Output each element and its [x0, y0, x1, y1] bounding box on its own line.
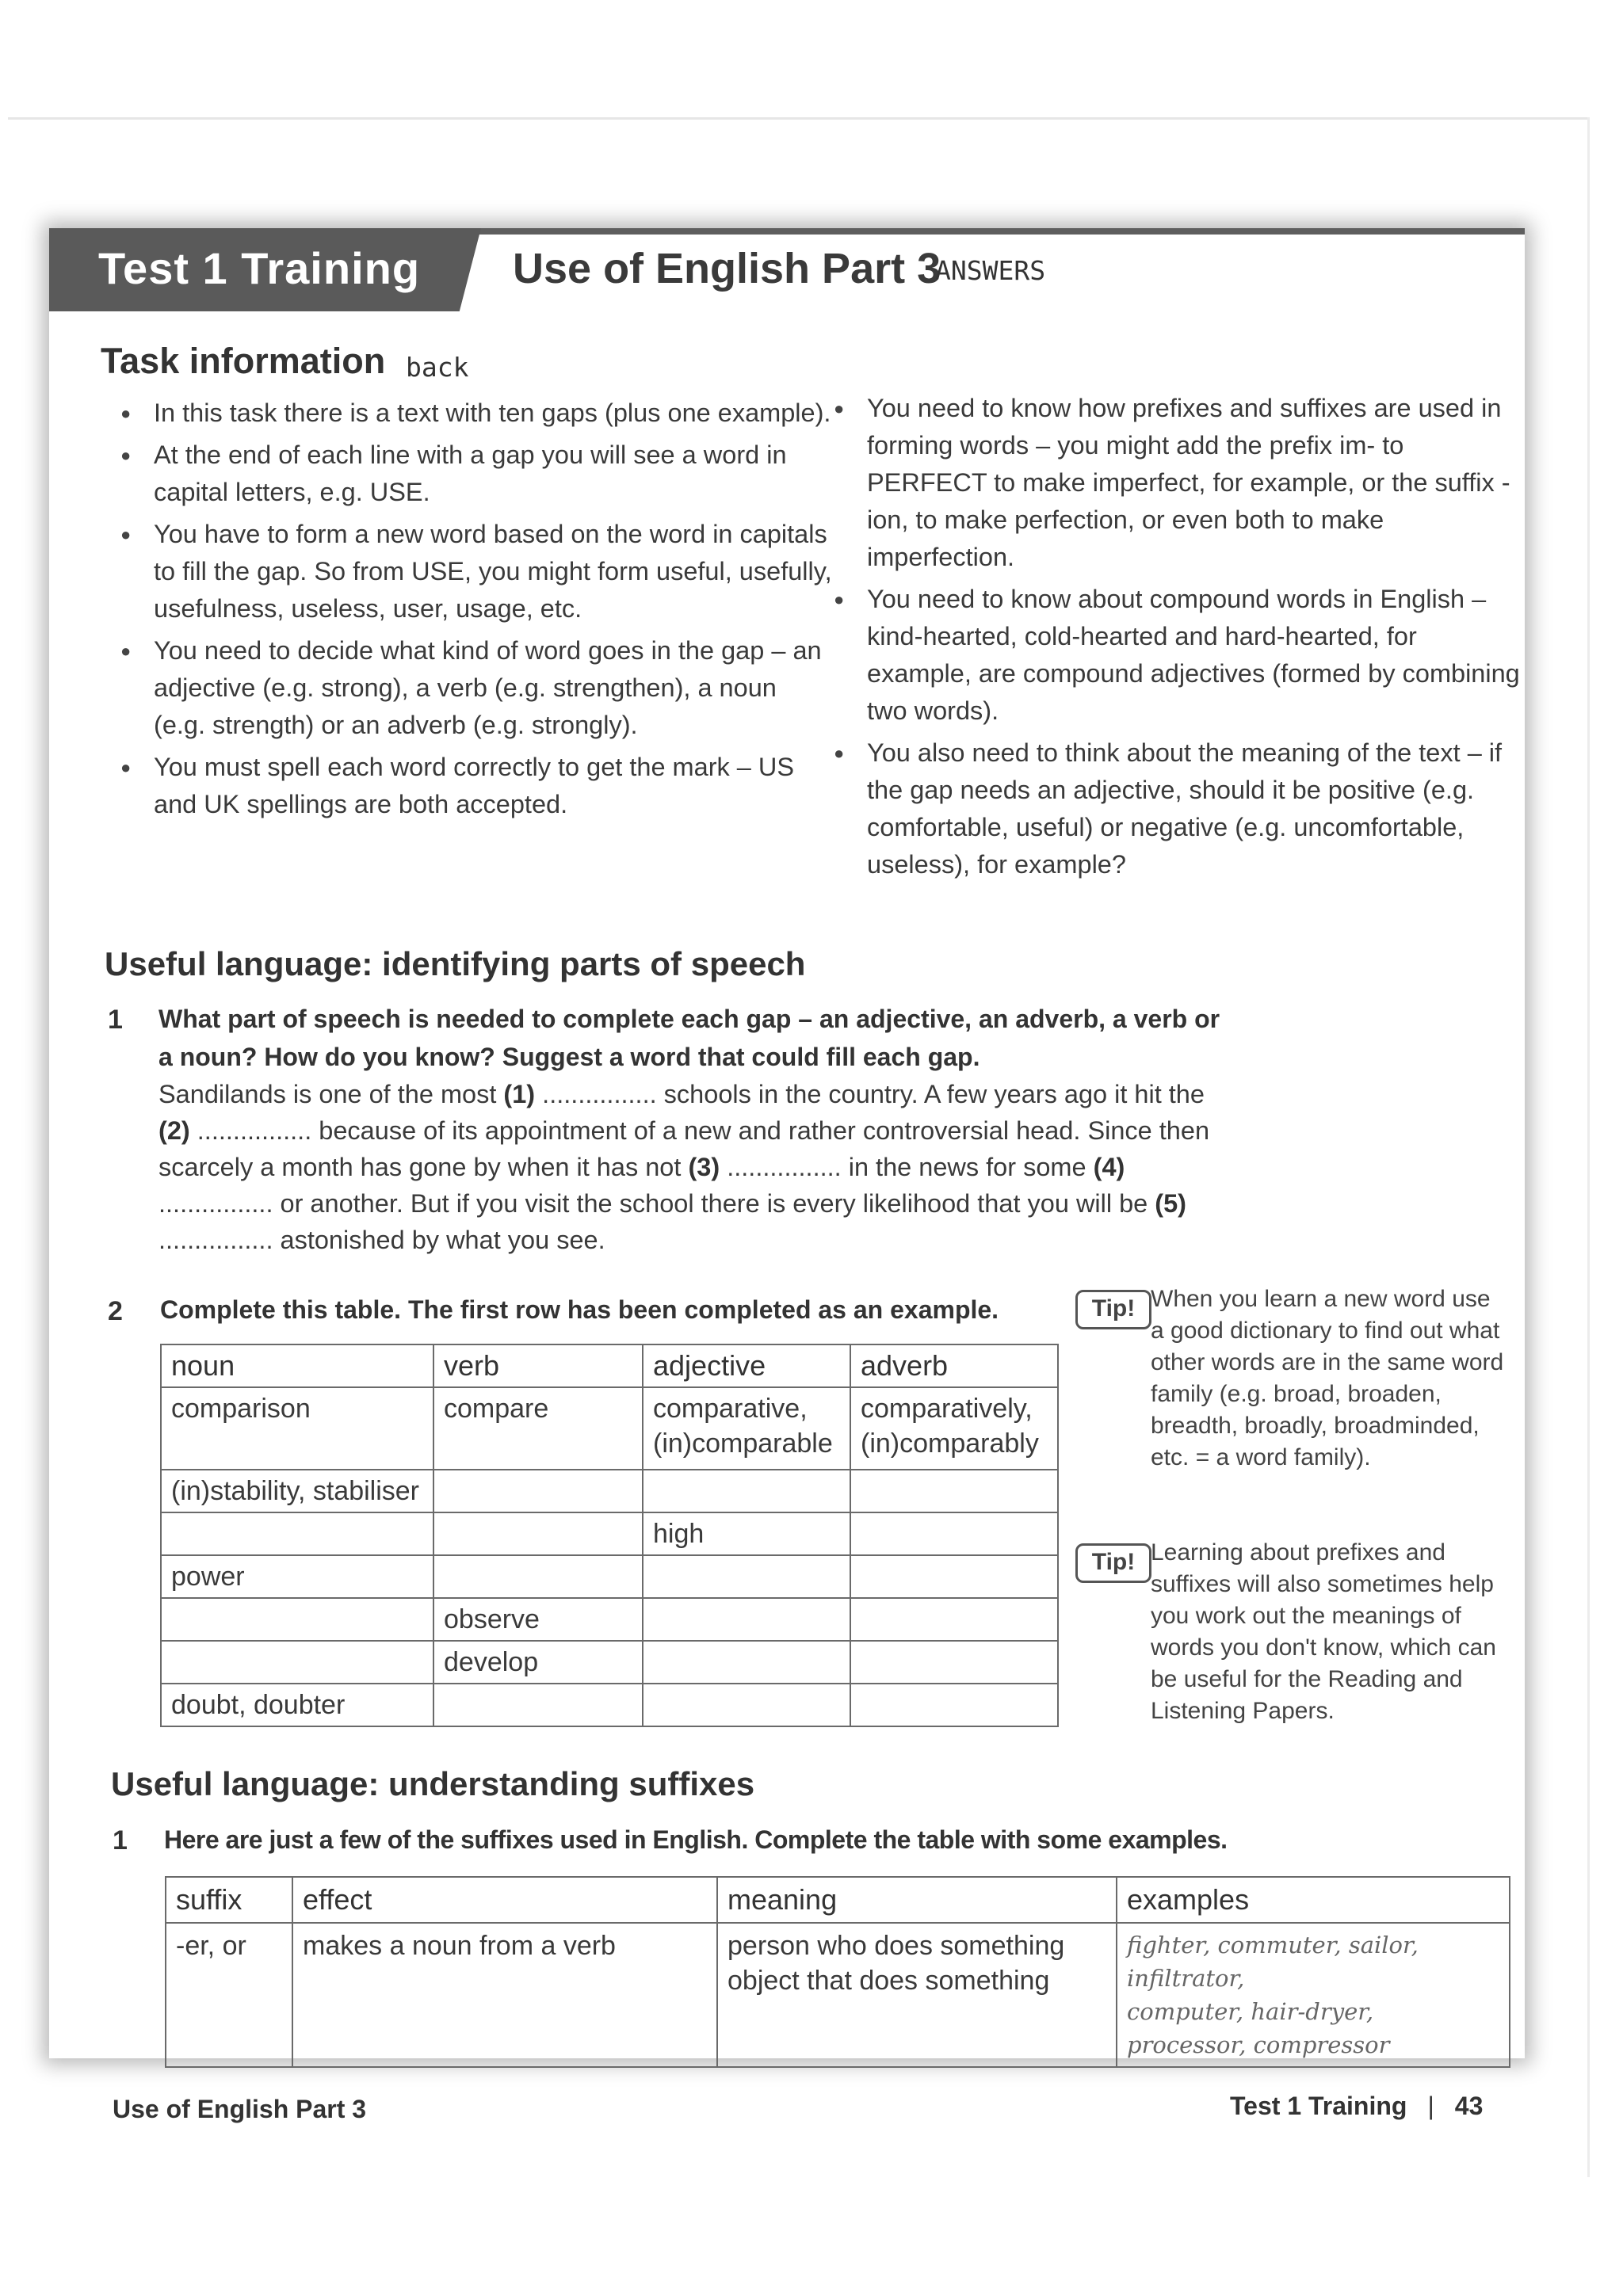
answer-cell[interactable] [643, 1684, 850, 1726]
handwritten-examples: computer, hair-dryer, processor, compressor [1127, 1998, 1390, 2058]
answer-cell[interactable] [850, 1684, 1058, 1726]
back-link[interactable]: back [406, 352, 469, 383]
column-header: adjective [643, 1344, 850, 1387]
scan-edge-right [1587, 117, 1590, 2177]
table-cell: (in)stability, stabiliser [161, 1470, 433, 1512]
footer-section-label: Use of English Part 3 [113, 2095, 367, 2123]
table-row [161, 1641, 1058, 1684]
answer-cell[interactable] [433, 1555, 643, 1598]
passage-text: ................ in the news for some [720, 1153, 1094, 1181]
table-cell: makes a noun from a verb [292, 1923, 717, 2067]
table-row [161, 1555, 1058, 1598]
footer-test-label: Test 1 Training [1230, 2092, 1407, 2120]
table-cell: compare [433, 1387, 643, 1470]
table-row [166, 1923, 1510, 2067]
column-header: examples [1117, 1877, 1510, 1923]
header-tab-label: Test 1 Training [98, 243, 421, 293]
footer-separator: | [1427, 2092, 1434, 2120]
answer-cell[interactable] [433, 1470, 643, 1512]
table-cell: develop [433, 1641, 643, 1684]
answer-cell[interactable] [643, 1555, 850, 1598]
table-cell: comparatively, (in)comparably [850, 1387, 1058, 1470]
suffixes-heading: Useful language: understanding suffixes [111, 1765, 755, 1802]
table-row [161, 1387, 1058, 1470]
answer-cell[interactable] [433, 1684, 643, 1726]
footer-page-info [1230, 2092, 1483, 2121]
tip-text: When you learn a new word use a good dictionary to find out what other words are in the same word family (e.g. broad, broaden, breadth, broadly, broadminded, etc. = a word family). [1151, 1286, 1504, 1470]
answer-cell[interactable] [850, 1555, 1058, 1598]
list-item: ● You also need to think about the meaning of the text – if the gap needs an adjective, should it be positive (e.g. comfortable, useful) or negative (e.g. uncomfortable, useless), for example? [834, 734, 1523, 883]
answer-cell[interactable] [161, 1512, 433, 1555]
table-row [161, 1684, 1058, 1726]
table-cell: power [161, 1555, 433, 1598]
list-item: ● At the end of each line with a gap you will see a word in capital letters, e.g. USE. [120, 437, 834, 511]
question-text: Here are just a few of the suffixes used in English. Complete the table with some examples. [164, 1825, 1228, 1854]
gap-number: (4) [1093, 1153, 1125, 1181]
meaning-line: object that does something [727, 1966, 1050, 1996]
table-cell [717, 1923, 1117, 2067]
handwritten-examples: fighter, commuter, sailor, infiltrator, [1127, 1932, 1419, 1992]
answer-cell[interactable] [643, 1470, 850, 1512]
list-item: ● You need to decide what kind of word goes in the gap – an adjective (e.g. strong), a verb (e.g. strengthen), a noun (e.g. strength) or an adverb (e.g. strongly). [120, 632, 834, 744]
list-item: ● You need to know how prefixes and suffixes are used in forming words – you might add the prefix im- to PERFECT to make imperfect, for example, or the suffix -ion, to make perfection, or even both to make imperfection. [834, 390, 1523, 576]
word-formation-table [160, 1344, 1059, 1727]
list-item: ● In this task there is a text with ten gaps (plus one example). [120, 395, 834, 432]
answer-cell[interactable] [161, 1641, 433, 1684]
gap-number: (2) [158, 1116, 190, 1145]
table-cell: -er, or [166, 1923, 292, 2067]
table-cell: doubt, doubter [161, 1684, 433, 1726]
passage-text: ................ schools in the country. A few years ago it hit the [535, 1080, 1205, 1108]
question-text: Complete this table. The first row has been completed as an example. [160, 1295, 999, 1324]
list-item: ● You need to know about compound words in English – kind-hearted, cold-hearted and hard-hearted, for example, are compound adjectives (formed by combining two words). [834, 581, 1523, 730]
passage-text: ................ astonished by what you see. [158, 1226, 605, 1254]
table-row [161, 1470, 1058, 1512]
table-header-row [161, 1344, 1058, 1387]
list-item: ● You have to form a new word based on the word in capitals to fill the gap. So from USE, you might form useful, usefully, usefulness, useless, user, usage, etc. [120, 516, 834, 627]
passage-text: Sandilands is one of the most [158, 1080, 504, 1108]
answer-cell[interactable] [643, 1641, 850, 1684]
passage-text: ................ because of its appointment of a new and rather controversial head. Since then scarcely a month has gone by when it has not [158, 1116, 1210, 1181]
passage-text: ................ or another. But if you visit the school there is every likelihood that you will be [158, 1189, 1155, 1218]
question-number: 2 [108, 1296, 123, 1326]
table-header-row [166, 1877, 1510, 1923]
page-title: Use of English Part 3 [513, 245, 941, 292]
gap-number: (3) [688, 1153, 720, 1181]
answer-cell[interactable] [850, 1598, 1058, 1641]
column-header: noun [161, 1344, 433, 1387]
column-header: adverb [850, 1344, 1058, 1387]
question-number: 1 [113, 1825, 128, 1855]
gap-number: (1) [503, 1080, 536, 1108]
gap-number: (5) [1155, 1189, 1187, 1218]
task-info-left-list [120, 395, 834, 828]
answer-cell[interactable] [433, 1512, 643, 1555]
answers-link[interactable]: ANSWERS [935, 255, 1046, 286]
question-number: 1 [108, 1005, 123, 1035]
answer-cell[interactable] [850, 1641, 1058, 1684]
column-header: meaning [717, 1877, 1117, 1923]
answer-cell[interactable] [161, 1598, 433, 1641]
tip-badge: Tip! [1075, 1543, 1151, 1583]
list-item: ● You must spell each word correctly to get the mark – US and UK spellings are both accepted. [120, 749, 834, 823]
parts-of-speech-heading: Useful language: identifying parts of speech [105, 945, 806, 982]
table-cell [1117, 1923, 1510, 2067]
question-text: What part of speech is needed to complete each gap – an adjective, an adverb, a verb or a noun? How do you know? Suggest a word that could fill each gap. [158, 1005, 1220, 1071]
suffix-table [165, 1876, 1510, 2068]
tip-badge: Tip! [1075, 1290, 1151, 1329]
meaning-line: person who does something [727, 1931, 1065, 1961]
tip-text: Learning about prefixes and suffixes will also sometimes help you work out the meanings of words you don't know, which can be useful for the Reading and Listening Papers. [1151, 1539, 1496, 1724]
table-cell: observe [433, 1598, 643, 1641]
column-header: verb [433, 1344, 643, 1387]
task-info-right-list [834, 390, 1523, 888]
gap-passage [158, 1076, 1236, 1258]
answer-cell[interactable] [850, 1512, 1058, 1555]
scan-edge-top [8, 117, 1589, 120]
book-page [49, 228, 1525, 2058]
column-header: suffix [166, 1877, 292, 1923]
answer-cell[interactable] [643, 1598, 850, 1641]
table-cell: comparative, (in)comparable [643, 1387, 850, 1470]
table-row [161, 1512, 1058, 1555]
table-row [161, 1598, 1058, 1641]
page-number: 43 [1454, 2092, 1484, 2120]
column-header: effect [292, 1877, 717, 1923]
task-info-heading: Task information [101, 341, 386, 381]
table-cell: comparison [161, 1387, 433, 1470]
table-cell: high [643, 1512, 850, 1555]
answer-cell[interactable] [850, 1470, 1058, 1512]
